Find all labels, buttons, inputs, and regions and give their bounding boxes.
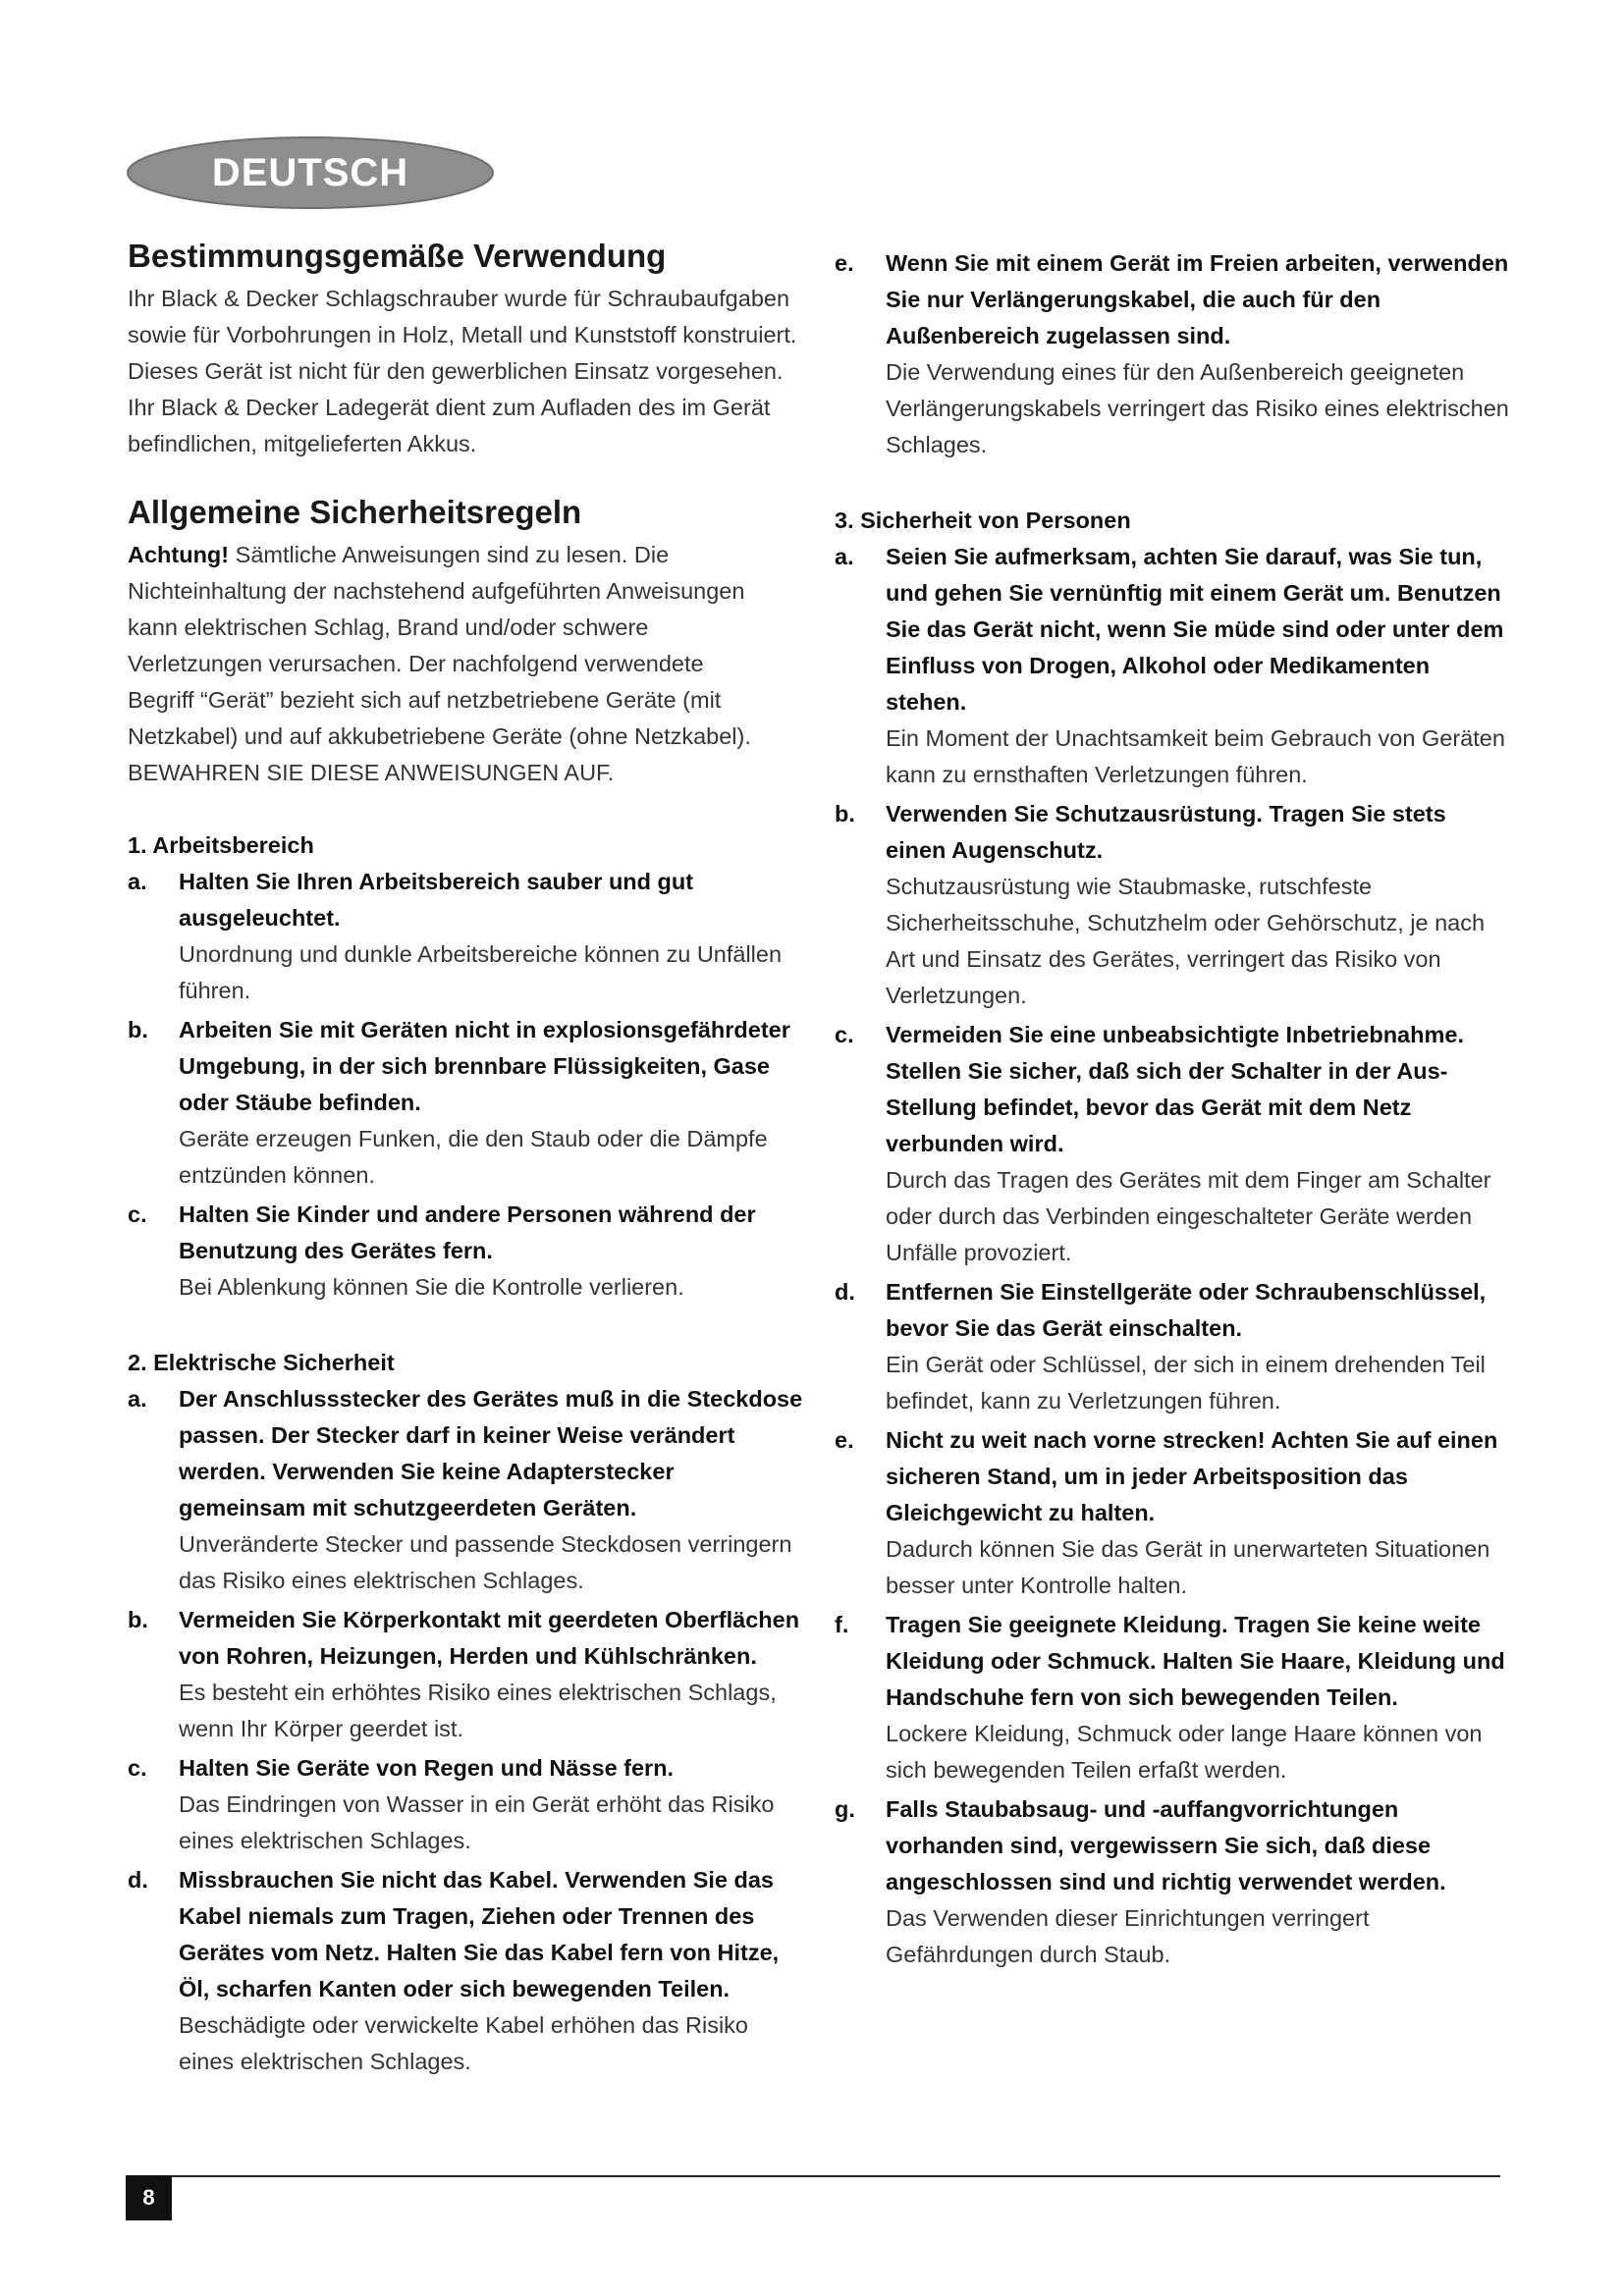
item-title: Verwenden Sie Schutzausrüstung. Tragen Sie stets einen Augenschutz. xyxy=(886,801,1446,863)
warning-line: BEWAHREN SIE DIESE ANWEISUNGEN AUF. xyxy=(128,760,615,785)
intended-use-line: Ihr Black & Decker Schlagschrauber wurde für Schraubaufgaben xyxy=(128,286,790,311)
electrical-item-e xyxy=(835,245,1512,463)
warning-line: kann elektrischen Schlag, Brand und/oder schwere xyxy=(128,614,649,640)
electrical-item-a xyxy=(128,1381,805,1599)
intended-use-line: befindlichen, mitgelieferten Akkus. xyxy=(128,431,477,456)
warning-label: Achtung! xyxy=(128,542,230,567)
personal-item-e xyxy=(835,1422,1512,1604)
personal-item-f xyxy=(835,1607,1512,1789)
personal-item-a xyxy=(835,539,1512,793)
item-title: Nicht zu weit nach vorne strecken! Achten Sie auf einen sicheren Stand, um in jeder Arbeitsposition das Gleichgewicht zu halten. xyxy=(886,1427,1498,1525)
warning-line: Nichteinhaltung der nachstehend aufgeführten Anweisungen xyxy=(128,578,745,604)
item-label: b. xyxy=(128,1017,148,1042)
item-body: Bei Ablenkung können Sie die Kontrolle verlieren. xyxy=(179,1274,684,1300)
work-area-item-b xyxy=(128,1012,805,1194)
item-label: b. xyxy=(835,801,855,827)
item-body: Das Eindringen von Wasser in ein Gerät erhöht das Risiko eines elektrischen Schlages. xyxy=(179,1791,775,1853)
electrical-item-c xyxy=(128,1750,805,1859)
personal-item-d xyxy=(835,1274,1512,1419)
item-title: Entfernen Sie Einstellgeräte oder Schraubenschlüssel, bevor Sie das Gerät einschalten. xyxy=(886,1279,1487,1341)
item-title: Halten Sie Kinder und andere Personen während der Benutzung des Gerätes fern. xyxy=(179,1201,756,1263)
item-title: Arbeiten Sie mit Geräten nicht in explosionsgefährdeter Umgebung, in der sich brennbare Flüssigkeiten, Gase oder Stäube befinden. xyxy=(179,1017,790,1115)
item-label: c. xyxy=(128,1755,147,1781)
intended-use-line: sowie für Vorbohrungen in Holz, Metall und Kunststoff konstruiert. xyxy=(128,322,797,347)
item-label: e. xyxy=(835,250,854,276)
item-label: g. xyxy=(835,1796,855,1822)
item-body: Die Verwendung eines für den Außenbereich geeigneten Verlängerungskabels verringert das Risiko eines elektrischen Schlages. xyxy=(886,359,1509,457)
item-title: Wenn Sie mit einem Gerät im Freien arbeiten, verwenden Sie nur Verlängerungskabel, die auch für den Außenbereich zugelassen sind. xyxy=(886,250,1509,348)
warning-line: Verletzungen verursachen. Der nachfolgend verwendete xyxy=(128,651,704,676)
intended-use-line: Ihr Black & Decker Ladegerät dient zum Aufladen des im Gerät xyxy=(128,395,771,420)
item-title: Tragen Sie geeignete Kleidung. Tragen Sie keine weite Kleidung oder Schmuck. Halten Sie Haare, Kleidung und Handschuhe fern von sich bewegenden Teilen. xyxy=(886,1612,1505,1710)
item-label: e. xyxy=(835,1427,854,1453)
item-label: c. xyxy=(835,1022,854,1047)
personal-item-b xyxy=(835,796,1512,1014)
footer-rule xyxy=(126,2175,1500,2177)
item-body: Ein Moment der Unachtsamkeit beim Gebrauch von Geräten kann zu ernsthaften Verletzungen führen. xyxy=(886,725,1505,787)
item-body: Schutzausrüstung wie Staubmaske, rutschfeste Sicherheitsschuhe, Schutzhelm oder Gehörschutz, je nach Art und Einsatz des Gerätes, verringert das Risiko von Verletzungen. xyxy=(886,874,1486,1008)
item-body: Ein Gerät oder Schlüssel, der sich in einem drehenden Teil befindet, kann zu Verletzungen führen. xyxy=(886,1352,1486,1414)
warning-first-line: Sämtliche Anweisungen sind zu lesen. Die xyxy=(229,542,670,567)
language-label: DEUTSCH xyxy=(211,151,409,194)
intended-use-line: Dieses Gerät ist nicht für den gewerblichen Einsatz vorgesehen. xyxy=(128,358,784,384)
item-title: Der Anschlussstecker des Gerätes muß in die Steckdose passen. Der Stecker darf in keiner Weise verändert werden. Verwenden Sie keine Adapterstecker gemeinsam mit schutzgeerdeten Geräten. xyxy=(179,1386,803,1521)
item-body: Dadurch können Sie das Gerät in unerwarteten Situationen besser unter Kontrolle halten. xyxy=(886,1536,1490,1598)
left-column xyxy=(128,234,805,2083)
item-label: b. xyxy=(128,1607,148,1632)
item-body: Durch das Tragen des Gerätes mit dem Finger am Schalter oder durch das Verbinden eingeschalteter Geräte werden Unfälle provoziert. xyxy=(886,1167,1491,1265)
item-title: Falls Staubabsaug- und -auffangvorrichtungen vorhanden sind, vergewissern Sie sich, daß diese angeschlossen sind und richtig verwendet werden. xyxy=(886,1796,1446,1895)
item-label: d. xyxy=(835,1279,855,1305)
warning-line: Netzkabel) und auf akkubetriebene Geräte (ohne Netzkabel). xyxy=(128,723,751,749)
item-title: Vermeiden Sie eine unbeabsichtigte Inbetriebnahme. Stellen Sie sicher, daß sich der Schalter in der Aus-Stellung befindet, bevor das Gerät mit dem Netz verbunden wird. xyxy=(886,1022,1464,1156)
item-title: Halten Sie Ihren Arbeitsbereich sauber und gut ausgeleuchtet. xyxy=(179,869,694,931)
electrical-item-b xyxy=(128,1602,805,1747)
work-area-heading: 1. Arbeitsbereich xyxy=(128,832,314,858)
item-body: Unordnung und dunkle Arbeitsbereiche können zu Unfällen führen. xyxy=(179,941,783,1003)
item-title: Seien Sie aufmerksam, achten Sie darauf, was Sie tun, und gehen Sie vernünftig mit einem Gerät um. Benutzen Sie das Gerät nicht, wenn Sie müde sind oder unter dem Einfluss von Drogen, Alkohol oder Medikamenten stehen. xyxy=(886,544,1504,715)
item-label: a. xyxy=(128,1386,147,1412)
right-column xyxy=(835,234,1512,1976)
warning-line xyxy=(128,537,805,573)
language-badge xyxy=(126,135,495,210)
warning-line: Begriff “Gerät” bezieht sich auf netzbetriebene Geräte (mit xyxy=(128,687,722,713)
electrical-item-d xyxy=(128,1862,805,2080)
item-label: f. xyxy=(835,1612,849,1637)
item-label: d. xyxy=(128,1867,148,1893)
item-title: Missbrauchen Sie nicht das Kabel. Verwenden Sie das Kabel niemals zum Tragen, Ziehen oder Trennen des Gerätes vom Netz. Halten Sie das Kabel fern von Hitze, Öl, scharfen Kanten oder sich bewegenden Teilen. xyxy=(179,1867,780,2002)
item-body: Geräte erzeugen Funken, die den Staub oder die Dämpfe entzünden können. xyxy=(179,1126,768,1188)
item-body: Das Verwenden dieser Einrichtungen verringert Gefährdungen durch Staub. xyxy=(886,1905,1370,1967)
page-number: 8 xyxy=(126,2175,172,2220)
personal-safety-heading: 3. Sicherheit von Personen xyxy=(835,507,1131,533)
work-area-item-a xyxy=(128,864,805,1009)
personal-item-c xyxy=(835,1017,1512,1271)
item-body: Lockere Kleidung, Schmuck oder lange Haare können von sich bewegenden Teilen erfaßt werden. xyxy=(886,1721,1483,1783)
item-label: c. xyxy=(128,1201,147,1227)
general-safety-title: Allgemeine Sicherheitsregeln xyxy=(128,494,582,530)
item-body: Es besteht ein erhöhtes Risiko eines elektrischen Schlags, wenn Ihr Körper geerdet ist. xyxy=(179,1680,777,1741)
item-label: a. xyxy=(128,869,147,894)
intended-use-text xyxy=(128,281,805,462)
item-body: Unveränderte Stecker und passende Steckdosen verringern das Risiko eines elektrischen Schlages. xyxy=(179,1531,792,1593)
work-area-item-c xyxy=(128,1197,805,1306)
item-body: Beschädigte oder verwickelte Kabel erhöhen das Risiko eines elektrischen Schlages. xyxy=(179,2012,748,2074)
item-title: Vermeiden Sie Körperkontakt mit geerdeten Oberflächen von Rohren, Heizungen, Herden und Kühlschränken. xyxy=(179,1607,800,1669)
electrical-safety-heading: 2. Elektrische Sicherheit xyxy=(128,1350,395,1375)
item-title: Halten Sie Geräte von Regen und Nässe fern. xyxy=(179,1755,675,1781)
general-safety-warning xyxy=(128,537,805,791)
intended-use-title: Bestimmungsgemäße Verwendung xyxy=(128,238,667,274)
personal-item-g xyxy=(835,1791,1512,1973)
item-label: a. xyxy=(835,544,854,569)
